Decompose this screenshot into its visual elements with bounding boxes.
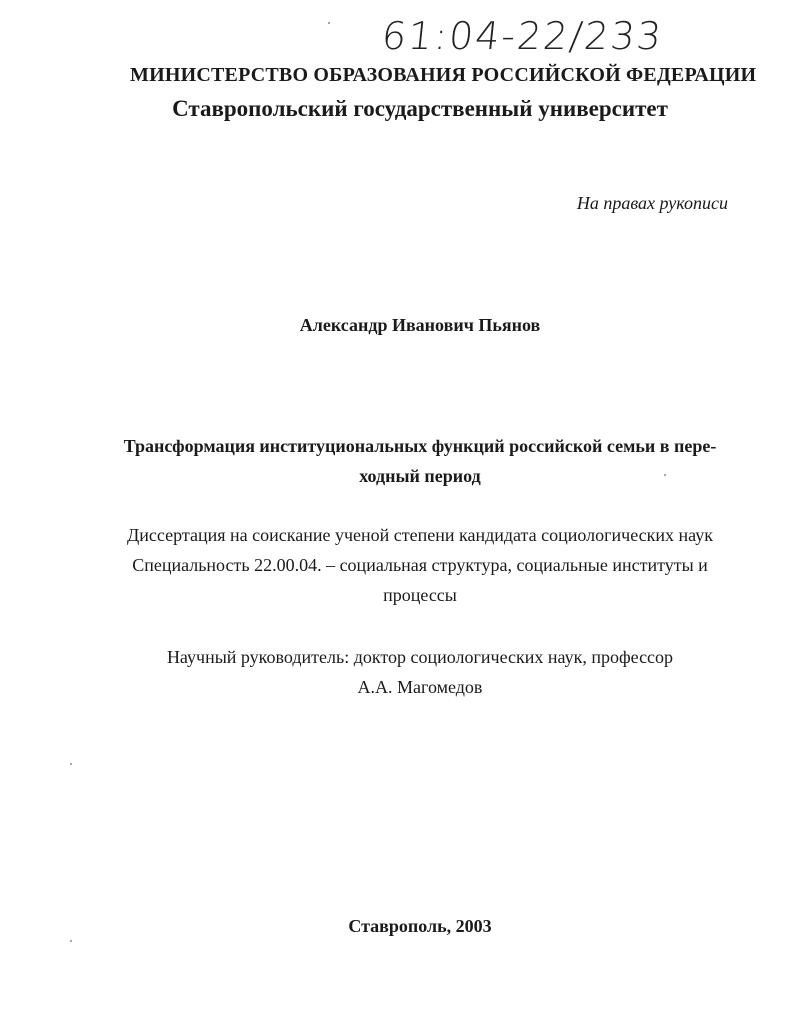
supervisor-line-1: Научный руководитель: доктор социологических наук, профессор <box>166 647 674 667</box>
manuscript-rights-note: На правах рукописи <box>576 193 728 213</box>
scan-speck <box>664 474 666 476</box>
scan-speck <box>70 940 72 942</box>
supervisor-line-2: А.А. Магомедов <box>357 677 483 697</box>
degree-line-1: Диссертация на соискание ученой степени кандидата социологических наук <box>127 525 713 545</box>
thesis-title-line-1: Трансформация институциональных функций российской семьи в пере- <box>123 436 717 456</box>
ministry-heading: МИНИСТЕРСТВО ОБРАЗОВАНИЯ РОССИЙСКОЙ ФЕДЕРАЦИИ <box>130 64 757 86</box>
author-name: Александр Иванович Пьянов <box>299 315 541 335</box>
scan-speck <box>328 22 330 24</box>
city-and-year: Ставрополь, 2003 <box>348 916 492 936</box>
degree-line-3: процессы <box>383 585 457 605</box>
scan-speck <box>70 763 72 765</box>
archive-code-handwritten: 61:04-22/233 <box>379 14 666 58</box>
thesis-title-line-2: ходный период <box>359 466 481 486</box>
degree-line-2: Специальность 22.00.04. – социальная структура, социальные институты и <box>132 555 708 575</box>
university-heading: Ставропольский государственный университет <box>172 96 668 121</box>
